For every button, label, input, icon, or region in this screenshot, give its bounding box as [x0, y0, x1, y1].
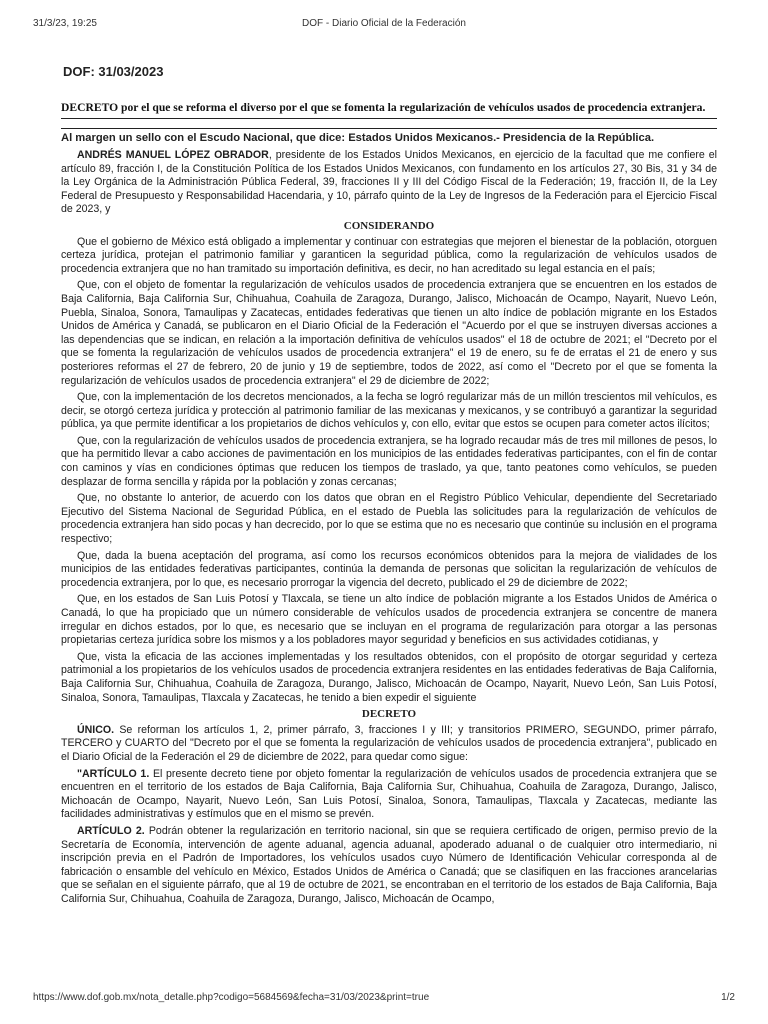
print-footer [33, 992, 735, 1006]
articulo-text: Se reforman los artículos 1, 2, primer párrafo, 3, fracciones I y III; y transitorios PRIMERO, SEGUNDO, primer párrafo, TERCERO y CUARTO del "Decreto por el que se fomenta la regularización de vehículos usados de procedencia extranjera", publicado en el Diario Oficial de la Federación el 29 de diciembre de 2022, para quedar como sigue: [61, 723, 717, 763]
considerando-paragraph: Que, con el objeto de fomentar la regularización de vehículos usados de procedencia extranjera que se encuentren en los estados de Baja California, Baja California Sur, Chihuahua, Coahuila de Zaragoza, Durango, Jalisco, Michoacán de Ocampo, Nayarit, Nuevo León, Puebla, Sinaloa, Sonora, Tamaulipas y Zacatecas, entidades federativas que tienen un alto índice de población migrante en los Estados Unidos de América y Canadá, se publicaron en el Diario Oficial de la Federación el "Acuerdo por el que se instruyen diversas acciones a las dependencias que se indican, en relación a la importación definitiva de vehículos usados" el 18 de octubre de 2021; el "Decreto por el que se fomenta la regularización de vehículos usados de procedencia extranjera" el 19 de enero, su fe de erratas el 21 de enero y sus posteriores reformas el 27 de febrero, 20 de junio y 19 de septiembre, todos de 2022, así como el "Decreto por el que se fomenta la regularización de vehículos usados de procedencia extranjera" el 29 de diciembre de 2022; [61, 279, 717, 387]
considerando-paragraph: Que, vista la eficacia de las acciones implementadas y los resultados obtenidos, con el propósito de otorgar seguridad y certeza patrimonial a los propietarios de los vehículos usados de procedencia extranjera residentes en las entidades federativas de Baja California, Baja California Sur, Chihuahua, Coahuila de Zaragoza, Durango, Jalisco, Michoacán de Ocampo, Nayarit, Nuevo León, San Luis Potosí, Sinaloa, Sonora, Tamaulipas, Tlaxcala y Zacatecas, he tenido a bien expedir el siguiente [61, 650, 717, 704]
articulo-lead: ARTÍCULO 2. [77, 824, 145, 837]
decreto-heading: DECRETO [361, 708, 417, 721]
articulo-paragraph [61, 724, 717, 765]
articulo-text: Podrán obtener la regularización en territorio nacional, sin que se requiera certificado de origen, permiso previo de la Secretaría de Economía, intervención de agente aduanal, agencia aduanal, apoderado aduanal o de cualquier otro intermediario, ni inscripción previa en el Padrón de Importadores, los vehículos usados cuyo Número de Identificación Vehicular corresponda al de fabricación o ensamble del vehículo en México, Estados Unidos de América o Canadá; que se clasifiquen en las fracciones arancelarias que se señalan en el siguiente párrafo, que al 19 de octubre de 2021, se encontraban en el territorio de los estados de Baja California, Baja California Sur, Chihuahua, Coahuila de Zaragoza, Durango, Jalisco, Michoacán de Ocampo, [61, 824, 717, 905]
document [61, 64, 717, 909]
articulo-paragraph [61, 825, 717, 907]
considerando-paragraph: Que, no obstante lo anterior, de acuerdo con los datos que obran en el Registro Público Vehicular, dependiente del Secretariado Ejecutivo del Sistema Nacional de Seguridad Pública, en el estado de Puebla las solicitudes para la regularización de vehículos de procedencia extranjera han sido pocas y han decrecido, por lo que se estima que no es necesario que continúe su inclusión en el programa respectivo; [61, 492, 717, 546]
decree-title: DECRETO por el que se reforma el diverso por el que se fomenta la regularización de vehículos usados de procedencia extranjera. [61, 101, 717, 119]
articulo-text: El presente decreto tiene por objeto fomentar la regularización de vehículos usados de procedencia extranjera que se encuentren en el territorio de los estados de Baja California, Baja California Sur, Chihuahua, Coahuila de Zaragoza, Durango, Jalisco, Michoacán de Ocampo, Nayarit, Nuevo León, San Luis Potosí, Sinaloa, Sonora, Tamaulipas, Tlaxcala y Zacatecas, mediante las facilidades administrativas y estímulos que en el mismo se prevén. [61, 767, 718, 821]
print-header [33, 18, 735, 32]
articulo-lead: "ARTÍCULO 1. [77, 767, 150, 780]
decree-body [61, 149, 717, 906]
margin-note: Al margen un sello con el Escudo Nacional, que dice: Estados Unidos Mexicanos.- Presidencia de la República. [61, 128, 717, 144]
considerando-heading: CONSIDERANDO [343, 219, 435, 232]
articulo-lead: ÚNICO. [77, 723, 115, 736]
print-datetime: 31/3/23, 19:25 [33, 18, 97, 29]
print-page-title: DOF - Diario Oficial de la Federación [302, 18, 466, 29]
considerando-paragraph: Que, dada la buena aceptación del programa, así como los recursos económicos obtenidos para la mejora de vialidades de los municipios de las entidades federativas participantes, continúa la demanda de personas que solicitan la regularización de vehículos de procedencia extranjera, por lo que, es necesario prorrogar la vigencia del decreto, publicado el 29 de diciembre de 2022; [61, 549, 717, 589]
print-page-number: 1/2 [721, 992, 735, 1003]
dof-date: DOF: 31/03/2023 [63, 64, 164, 79]
considerando-paragraph: Que, con la regularización de vehículos usados de procedencia extranjera, se ha logrado recaudar más de tres mil millones de pesos, lo que ha permitido llevar a cabo acciones de pavimentación en los municipios de las entidades federativas participantes, con el fin de contar con caminos y vías en condiciones óptimas que reducen los tiempos de traslado, ya que, tanto peatones como vehículos, se pueden desplazar de forma sencilla y rápida por la población y zonas cercanas; [61, 434, 717, 488]
print-url[interactable]: https://www.dof.gob.mx/nota_detalle.php?codigo=5684569&fecha=31/03/2023&print=true [33, 992, 430, 1003]
preamble-paragraph [61, 149, 717, 217]
articulo-paragraph [61, 768, 717, 822]
considerando-paragraph: Que, con la implementación de los decretos mencionados, a la fecha se logró regularizar más de un millón trescientos mil vehículos, es decir, se otorgó certeza jurídica y protección al patrimonio familiar de las mexicanas y mexicanos, y se contribuyó a garantizar la seguridad pública, ya que permite identificar a los propietarios de dichos vehículos y, con ello, evitar que estos se ocupen para cometer actos ilícitos; [61, 391, 717, 431]
considerando-paragraph: Que el gobierno de México está obligado a implementar y continuar con estrategias que mejoren el bienestar de la población, otorguen certeza jurídica, protejan el patrimonio familiar y garanticen la seguridad pública, como la regularización de vehículos usados de procedencia extranjera que no han tramitado su importación definitiva, es decir, no han acreditado su legal estancia en el país; [61, 235, 717, 275]
preamble-lead: ANDRÉS MANUEL LÓPEZ OBRADOR [77, 149, 269, 161]
considerando-paragraph: Que, en los estados de San Luis Potosí y Tlaxcala, se tiene un alto índice de población migrante a los Estados Unidos de América o Canadá, lo que ha propiciado que un número considerable de vehículos usados de procedencia extranjera se concentre de manera irregular en dichos estados, por lo que, es necesario que se incluyan en el programa de regularización para otorgar a las personas propietarias certeza jurídica sobre los mismos y a los pobladores mayor seguridad y beneficios en sus actividades cotidianas, y [61, 593, 717, 647]
preamble-text: , presidente de los Estados Unidos Mexicanos, en ejercicio de la facultad que me confiere el artículo 89, fracción I, de la Constitución Política de los Estados Unidos Mexicanos, con fundamento en los artículos 27, 30 Bis, 31 y 34 de la Ley Orgánica de la Administración Pública Federal, 39, fracciones II y III del Código Fiscal de la Federación; 19, fracción II, de la Ley Federal de Presupuesto y Responsabilidad Hacendaria, y 10, párrafo quinto de la Ley de Ingresos de la Federación para el Ejercicio Fiscal de 2023, y [61, 149, 718, 216]
